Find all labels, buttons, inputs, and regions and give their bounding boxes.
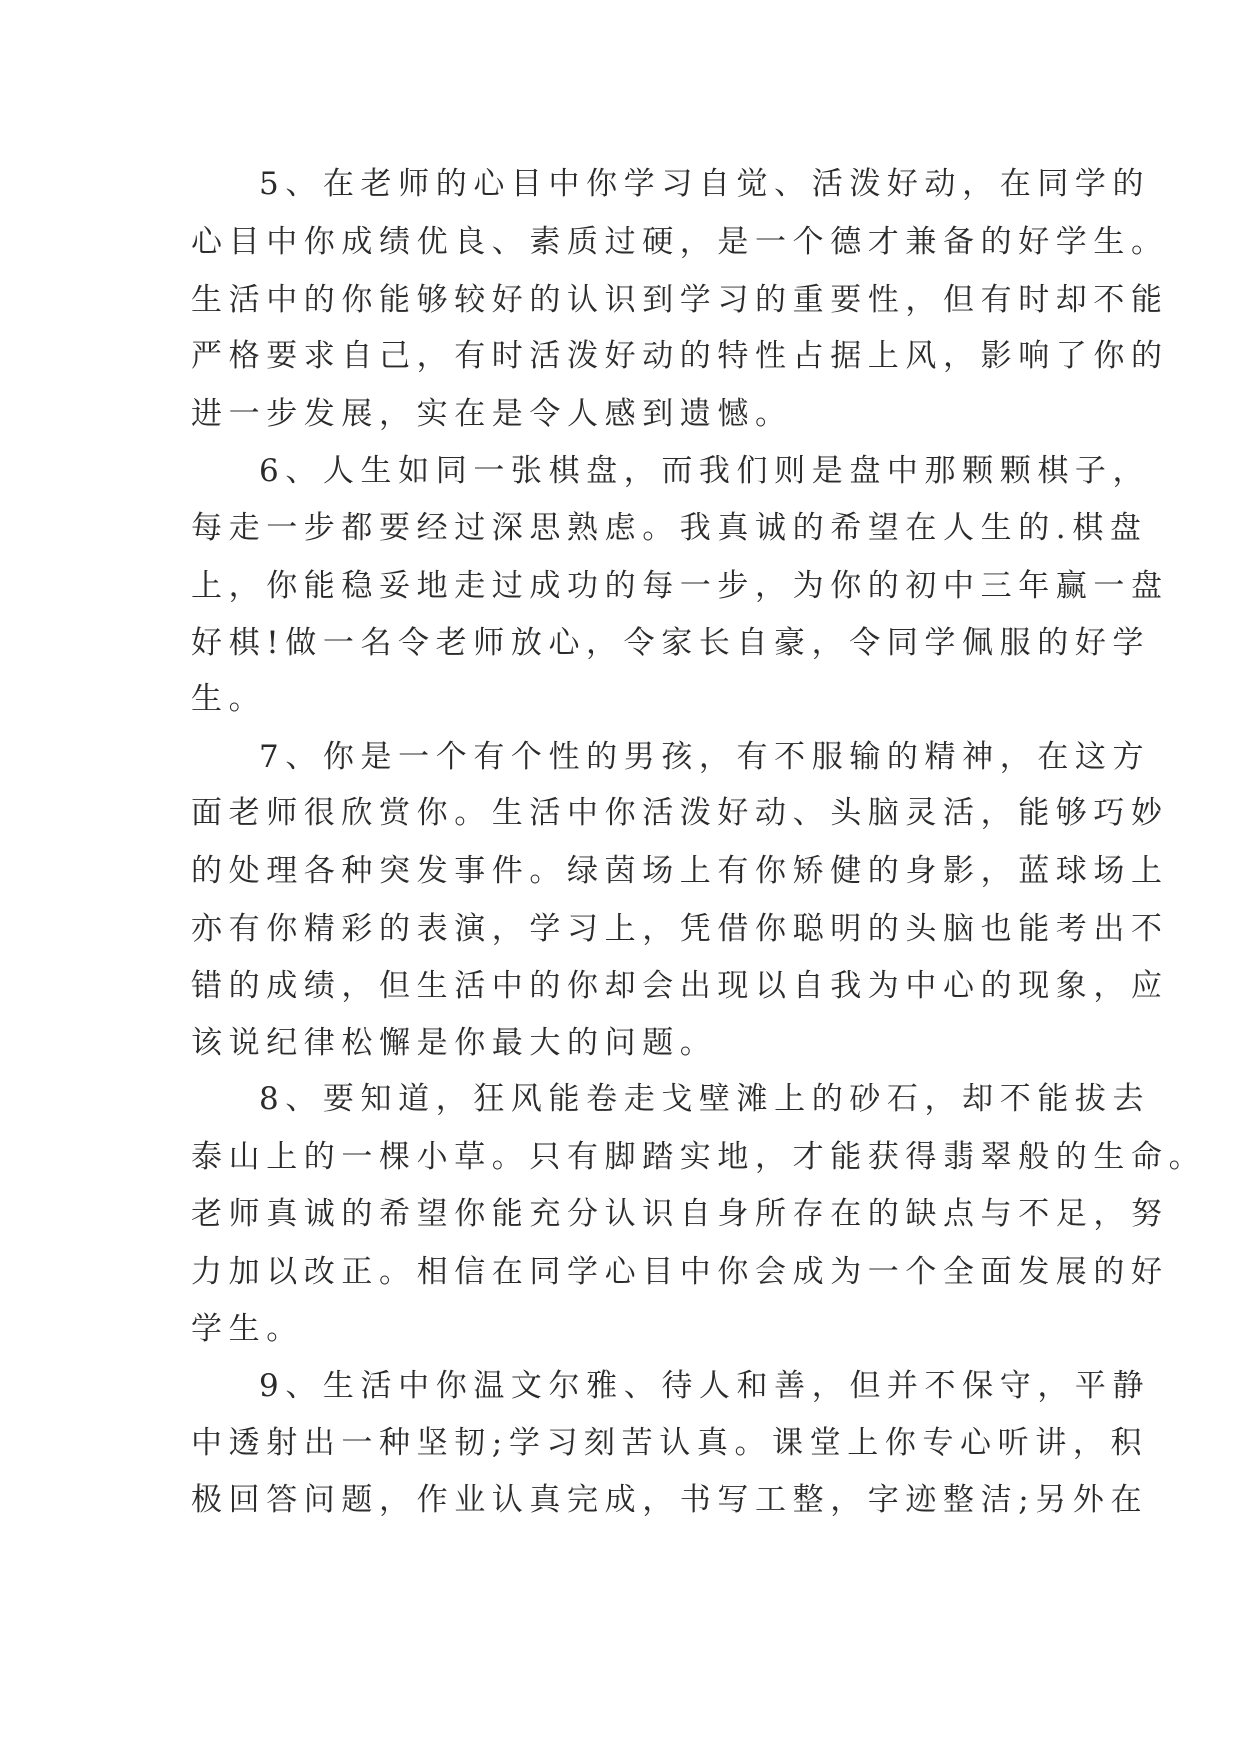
paragraph-7-line-2: 面老师很欣赏你。生活中你活泼好动、头脑灵活，能够巧妙 <box>191 795 1169 831</box>
paragraph-8-line-1: 8、要知道，狂风能卷走戈壁滩上的砂石，却不能拔去 <box>259 1081 1151 1117</box>
paragraph-6-line-3: 上，你能稳妥地走过成功的每一步，为你的初中三年赢一盘 <box>191 568 1169 604</box>
paragraph-7-line-1: 7、你是一个有个性的男孩，有不服输的精神，在这方 <box>259 739 1151 775</box>
paragraph-7-line-5: 错的成绩，但生活中的你却会出现以自我为中心的现象，应 <box>191 968 1169 1004</box>
paragraph-5-line-4: 严格要求自己，有时活泼好动的特性占据上风，影响了你的 <box>191 338 1169 374</box>
paragraph-9-line-3: 极回答问题，作业认真完成，书写工整，字迹整洁;另外在 <box>191 1482 1149 1518</box>
paragraph-6-line-5: 生。 <box>191 681 267 717</box>
paragraph-8-line-2: 泰山上的一棵小草。只有脚踏实地，才能获得翡翠般的生命。 <box>191 1139 1207 1175</box>
paragraph-7-line-3: 的处理各种突发事件。绿茵场上有你矫健的身影，蓝球场上 <box>191 853 1169 889</box>
paragraph-9-line-2: 中透射出一种坚韧;学习刻苦认真。课堂上你专心听讲，积 <box>191 1425 1149 1461</box>
paragraph-6-line-1: 6、人生如同一张棋盘，而我们则是盘中那颗颗棋子， <box>259 453 1151 489</box>
paragraph-7-line-6: 该说纪律松懈是你最大的问题。 <box>191 1025 718 1061</box>
paragraph-8-line-4: 力加以改正。相信在同学心目中你会成为一个全面发展的好 <box>191 1254 1169 1290</box>
paragraph-8-line-5: 学生。 <box>191 1311 304 1347</box>
paragraph-6-line-4: 好棋!做一名令老师放心，令家长自豪，令同学佩服的好学 <box>191 625 1151 661</box>
paragraph-5-line-1: 5、在老师的心目中你学习自觉、活泼好动，在同学的 <box>259 166 1151 202</box>
paragraph-7-line-4: 亦有你精彩的表演，学习上，凭借你聪明的头脑也能考出不 <box>191 911 1169 947</box>
paragraph-6-line-2: 每走一步都要经过深思熟虑。我真诚的希望在人生的.棋盘 <box>191 510 1148 546</box>
paragraph-5-line-3: 生活中的你能够较好的认识到学习的重要性，但有时却不能 <box>191 282 1169 318</box>
paragraph-8-line-3: 老师真诚的希望你能充分认识自身所存在的缺点与不足，努 <box>191 1196 1169 1232</box>
paragraph-5-line-2: 心目中你成绩优良、素质过硬，是一个德才兼备的好学生。 <box>191 224 1169 260</box>
paragraph-9-line-1: 9、生活中你温文尔雅、待人和善，但并不保守，平静 <box>259 1368 1151 1404</box>
paragraph-5-line-5: 进一步发展，实在是令人感到遗憾。 <box>191 396 793 432</box>
